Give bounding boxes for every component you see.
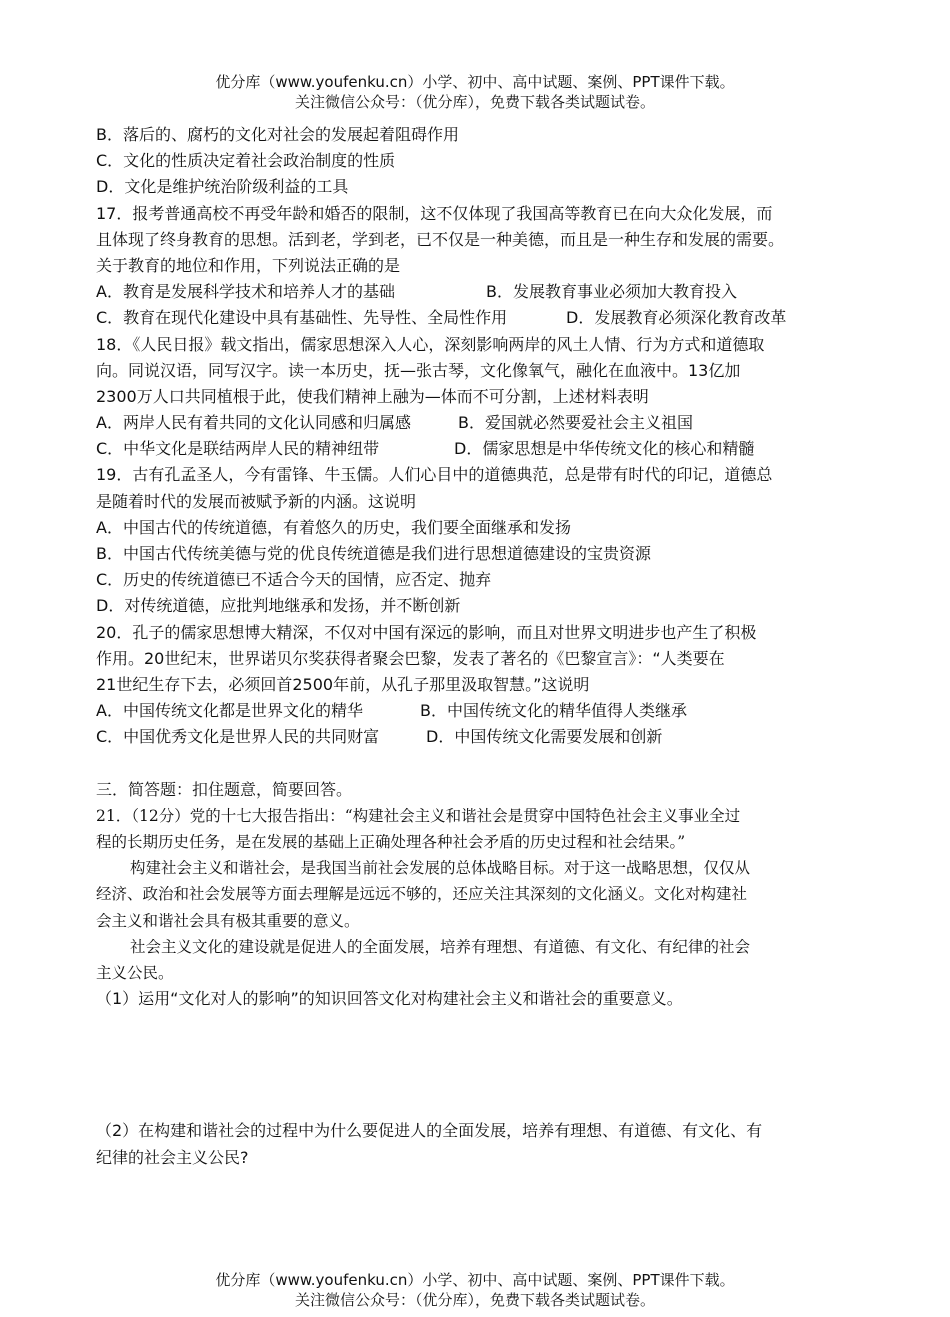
page-footer (0, 1270, 950, 1310)
q17-option-d: D．发展教育必须深化教育改革 (566, 308, 787, 328)
q17-options-ab (96, 279, 866, 305)
question-20 (96, 620, 866, 751)
q19-option-b: B．中国古代传统美德与党的优良传统道德是我们进行思想道德建设的宝贵资源 (96, 544, 651, 563)
q17-stem-line: 且体现了终身教育的思想。活到老，学到老，已不仅是一种美德，而且是一种生存和发展的需要。 (96, 229, 785, 249)
q18-stem-line: 18．《人民日报》载文指出，儒家思想深入人心，深刻影响两岸的风土人情、行为方式和道德取 (96, 334, 765, 354)
q17-option-c: C．教育在现代化建设中具有基础性、先导性、全局性作用 (96, 308, 508, 328)
q19-stem-line: 是随着时代的发展而被赋予新的内涵。这说明 (96, 491, 417, 511)
q21-para2-line: 主义公民。 (96, 964, 174, 982)
q18-options-cd (96, 436, 866, 462)
q21-subquestion-2-line: 纪律的社会主义公民? (96, 1147, 249, 1167)
q20-stem-line: 21世纪生存下去，必须回首2500年前，从孔子那里汲取智慧。”这说明 (96, 674, 590, 694)
q20-options-ab (96, 698, 866, 724)
q16-option-d: D．文化是维护统治阶级利益的工具 (96, 177, 349, 197)
question-21 (96, 803, 866, 1171)
q18-option-b: B．爱国就必然要爱社会主义祖国 (458, 413, 693, 433)
q21-stem-line: 21．（12分）党的十七大报告指出：“构建社会主义和谐社会是贯穿中国特色社会主义事业全过 (96, 806, 741, 825)
header-line-2: 关注微信公众号：（优分库），免费下载各类试题试卷。 (294, 93, 655, 111)
section-3-title: 三．简答题：扣住题意，简要回答。 (96, 779, 353, 799)
spacer (96, 751, 866, 777)
q18-stem-line: 2300万人口共同植根于此，使我们精神上融为—体而不可分割，上述材料表明 (96, 386, 649, 406)
q21-para1-line: 构建社会主义和谐社会，是我国当前社会发展的总体战略目标。对于这一战略思想，仅仅从 (130, 859, 751, 878)
q18-option-a: A．两岸人民有着共同的文化认同感和归属感 (96, 413, 411, 433)
footer-line-1: 优分库（www.youfenku.cn）小学、初中、高中试题、案例、PPT课件下载。 (215, 1271, 735, 1289)
q18-option-d: D．儒家思想是中华传统文化的核心和精髓 (454, 439, 755, 459)
q21-subquestion-1: （1）运用“文化对人的影响”的知识回答文化对构建社会主义和谐社会的重要意义。 (96, 989, 683, 1009)
question-17 (96, 201, 866, 332)
q20-stem-line: 作用。20世纪末，世界诺贝尔奖获得者聚会巴黎，发表了著名的《巴黎宣言》：“人类要在 (96, 648, 725, 668)
q19-option-d: D．对传统道德，应批判地继承和发扬，并不断创新 (96, 596, 461, 616)
q18-option-c: C．中华文化是联结两岸人民的精神纽带 (96, 439, 380, 459)
q21-para2-line: 社会主义文化的建设就是促进人的全面发展，培养有理想、有道德、有文化、有纪律的社会 (130, 937, 751, 956)
q20-option-d: D．中国传统文化需要发展和创新 (426, 727, 663, 747)
q21-para1-line: 会主义和谐社会具有极其重要的意义。 (96, 911, 360, 930)
q20-option-a: A．中国传统文化都是世界文化的精华 (96, 701, 363, 721)
q17-option-a: A．教育是发展科学技术和培养人才的基础 (96, 282, 395, 302)
footer-line-2: 关注微信公众号：（优分库），免费下载各类试题试卷。 (294, 1291, 655, 1309)
q18-options-ab (96, 410, 866, 436)
q16-option-c: C．文化的性质决定着社会政治制度的性质 (96, 151, 396, 171)
document-body (96, 122, 866, 1171)
q19-option-a: A．中国古代的传统道德，有着悠久的历史，我们要全面继承和发扬 (96, 517, 571, 537)
q17-stem-line: 关于教育的地位和作用，下列说法正确的是 (96, 255, 401, 275)
q19-option-c: C．历史的传统道德已不适合今天的国情，应否定、抛弃 (96, 570, 492, 590)
q20-options-cd (96, 724, 866, 750)
answer-space (96, 1012, 866, 1118)
q16-option-b: B．落后的、腐朽的文化对社会的发展起着阻碍作用 (96, 125, 459, 144)
q20-option-c: C．中国优秀文化是世界人民的共同财富 (96, 727, 380, 747)
q21-stem-line: 程的长期历史任务，是在发展的基础上正确处理各种社会矛盾的历史过程和社会结果。” (96, 833, 686, 852)
q20-option-b: B．中国传统文化的精华值得人类继承 (420, 701, 687, 721)
q17-option-b: B．发展教育事业必须加大教育投入 (486, 282, 737, 302)
question-19 (96, 462, 866, 619)
q17-options-cd (96, 305, 866, 331)
page-header (0, 72, 950, 112)
q21-subquestion-2-line: （2）在构建和谐社会的过程中为什么要促进人的全面发展，培养有理想、有道德、有文化、有 (96, 1121, 763, 1141)
q17-stem-line: 17．报考普通高校不再受年龄和婚否的限制，这不仅体现了我国高等教育已在向大众化发展，而 (96, 203, 773, 223)
header-line-1: 优分库（www.youfenku.cn）小学、初中、高中试题、案例、PPT课件下载。 (215, 73, 735, 91)
q19-stem-line: 19．古有孔孟圣人，今有雷锋、牛玉儒。人们心目中的道德典范，总是带有时代的印记，道德总 (96, 465, 773, 485)
question-18 (96, 332, 866, 463)
q21-para1-line: 经济、政治和社会发展等方面去理解是远远不够的，还应关注其深刻的文化涵义。文化对构建社 (96, 885, 748, 904)
q18-stem-line: 向。同说汉语，同写汉字。读一本历史，抚—张古琴，文化像氧气，融化在血液中。13亿加 (96, 360, 741, 380)
q20-stem-line: 20．孔子的儒家思想博大精深，不仅对中国有深远的影响，而且对世界文明进步也产生了积极 (96, 622, 757, 642)
